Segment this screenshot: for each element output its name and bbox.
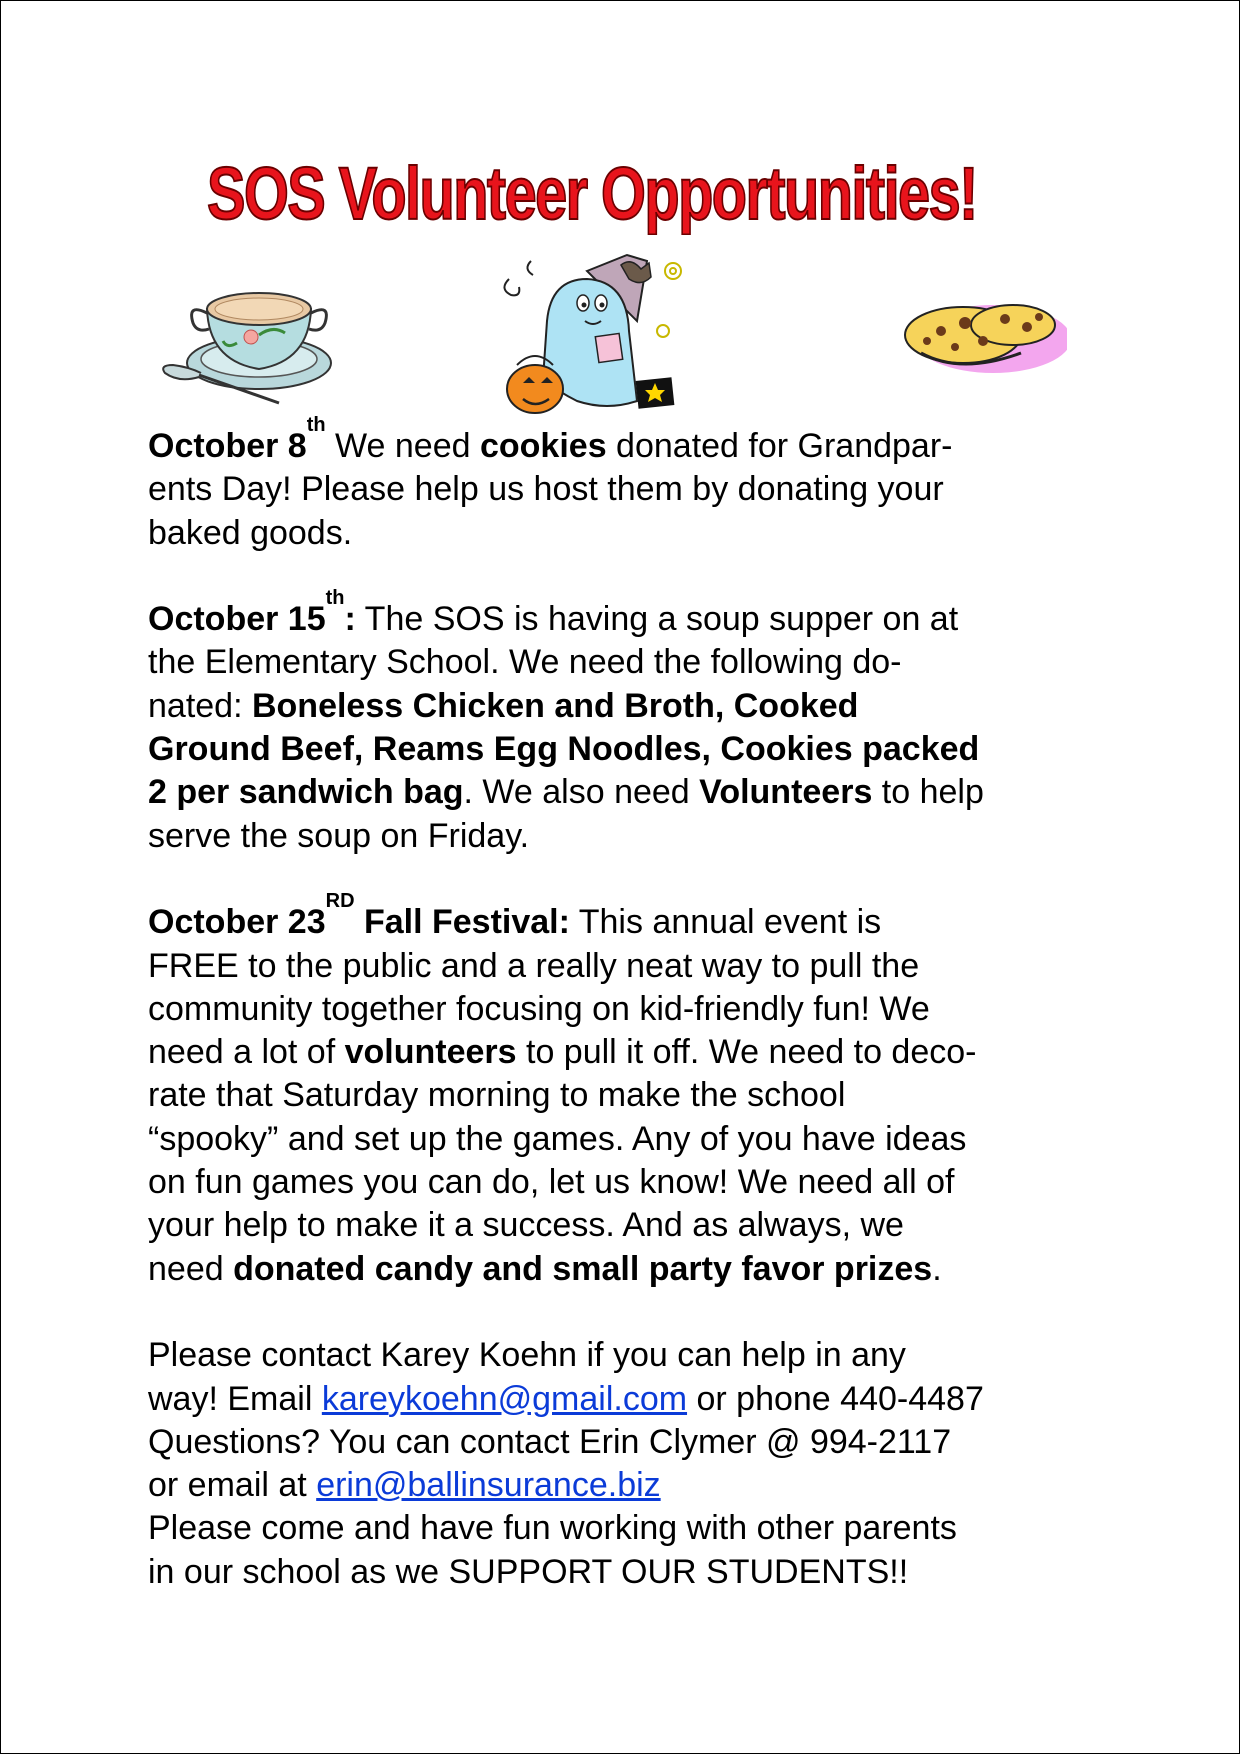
- date-october-8: October 8th: [148, 414, 326, 465]
- soup-bowl-icon: [159, 273, 347, 413]
- date-october-23: October 23RD Fall Festival:: [148, 890, 570, 942]
- section-contact: Please contact Karey Koehn if you can help in any way! Email kareykoehn@gmail.com or phone 440-4487 Questions? You can contact Erin Clymer @ 994-2117 or email at erin@ballinsurance.biz Please come and have fun working with other parents in our school as we SUPPORT OUR STUDENTS!!: [148, 1336, 984, 1591]
- section-october-23: October 23RD Fall Festival: This annual event is FREE to the public and a really neat way to pull the community together focusing on kid-friendly fun! We need a lot of volunteers to pull it off. We need to deco- rate that Saturday morning to make the school “spooky” and set up the games. Any of you have ideas on fun games you can do, let us know! We need all of your help to make it a success. And as always, we need donated candy and small party favor prizes.: [148, 890, 977, 1288]
- section-october-15: October 15th: The SOS is having a soup supper on at the Elementary School. We need the following do- nated: Boneless Chicken and Broth, Cooked Ground Beef, Reams Egg Noodles, Cookies packed 2 per sandwich bag. We also need Volunteers to help serve the soup on Friday.: [148, 587, 984, 855]
- flyer-body: [148, 414, 1088, 1594]
- date-october-15: October 15th:: [148, 587, 356, 639]
- email-link-erin[interactable]: erin@ballinsurance.biz: [316, 1466, 661, 1505]
- cookies-icon: [901, 283, 1067, 379]
- email-link-karey[interactable]: kareykoehn@gmail.com: [321, 1379, 688, 1418]
- halloween-ghost-icon: [487, 251, 695, 419]
- flyer-title: SOS Volunteer Opportunities!: [207, 152, 977, 235]
- section-october-8: October 8th We need cookies donated for Grandpar- ents Day! Please help us host them by donating your baked goods.: [148, 414, 953, 552]
